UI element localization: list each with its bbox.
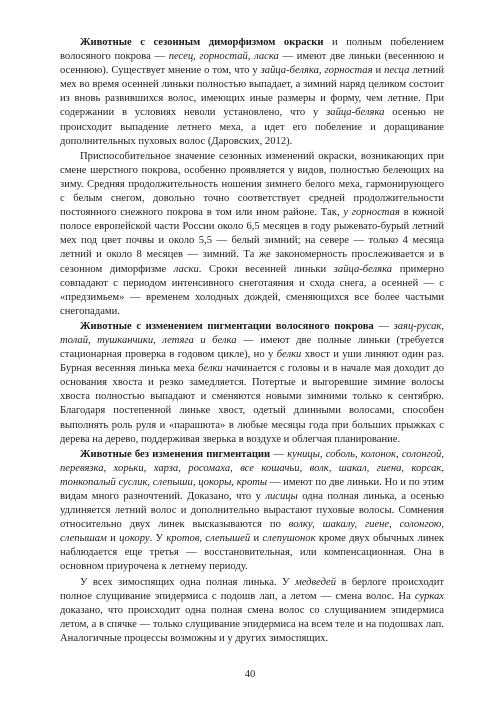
text-run: —	[373, 320, 394, 332]
italic-term-run: песец, горностай, ласка	[168, 51, 279, 63]
italic-term-run: песца	[384, 65, 410, 77]
paragraph-adaptive-significance	[60, 150, 444, 319]
text-run: осенью не происходит выпадение летнего меха, а идет его побеление и доращивание дополнительных пуховых волос (Даровских, 2012).	[60, 107, 445, 147]
text-run: хвост и уши линяют один раз. Бурная весенняя линька меха	[60, 349, 444, 375]
document-body	[60, 36, 444, 647]
text-run: —	[270, 448, 288, 460]
italic-term-run: у горностая	[343, 207, 400, 219]
italic-term-run: сурках	[414, 590, 444, 602]
italic-term-run: заяц-русак, толай, тушканчики, летяга и белка	[60, 320, 444, 346]
italic-term-run: медведей	[294, 576, 337, 588]
text-run: и	[372, 65, 385, 77]
italic-term-run: зайца-беляка	[333, 263, 393, 275]
italic-term-run: белки	[276, 349, 302, 361]
italic-term-run: белки	[198, 363, 223, 375]
italic-term-run: ласки	[173, 263, 199, 275]
bold-heading-run: Животные с сезонным диморфизмом окраски	[80, 37, 324, 48]
text-run: кроме двух обычных линек наблюдается еще третья — восстановительная, или компенсационная. Она в основном приурочена к летнему периоду.	[60, 533, 445, 573]
italic-term-run: волку, шакалу, гиене, солонгою, слепышам	[60, 519, 444, 545]
paragraph-no-pigmentation-change	[60, 448, 444, 575]
text-run: в берлоге происходит полное слущивание эпидермиса с подошв лап, а летом — смена волос. На	[60, 576, 444, 602]
text-run: начинается с головы и в начале мая доходит до основания хвоста и резко замедляется. Потертые и выгоревшие зимние волосы хвоста полностью выпадают и сменяются новыми зимними только к сентябрю. Благодаря постепенной линьке хвост, одетый длинными волосами, способен выполнять роль руля и «парашюта» в любые месяцы года при больших прыжках с дерева на дерево, поддерживая зверька в воздухе и облегчая планирование.	[60, 363, 444, 445]
text-run: летний мех во время осенней линьки полностью выпадает, а зимний наряд целиком состоит из вновь развившихся волос, имеющих иные размеры и форму, чем летние. При содержании в условиях неволи установлено, что у	[60, 65, 445, 119]
bold-heading-run: Животные без изменения пигментации	[80, 448, 271, 460]
text-run: примерно совпадают с периодом интенсивного снеготаяния и схода снега, а осенней — с «предзимьем» — временем холодных дождей, сменяющихся все более частыми снегопадами.	[60, 263, 444, 317]
text-run: и	[250, 533, 263, 545]
page-number: 40	[244, 669, 256, 680]
paragraph-seasonal-dimorphism	[60, 36, 444, 149]
text-run: — имеют две линьки (весеннюю и осеннюю). Существует мнение о том, что у	[60, 51, 444, 77]
text-run: — имеют две полные линьки (требуется стационарная проверка в годовом цикле), но у	[60, 334, 444, 361]
text-run: и	[106, 533, 120, 545]
italic-term-run: кротов, слепышей	[166, 533, 251, 545]
paragraph-hibernators	[60, 576, 444, 646]
italic-term-run: слепушонок	[262, 533, 316, 545]
italic-term-run: зайца-беляка, горностая	[260, 65, 373, 77]
italic-term-run: лисицы	[265, 491, 298, 502]
italic-term-run: зайца-беляка	[326, 107, 385, 119]
text-run: одна полная линька, а осенью удлиняется летний волос и дополнительно вырастают пуховые волосы. Сомнения относительно двух линек высказываются по	[60, 491, 444, 531]
bold-heading-run: Животные с изменением пигментации волосяного покрова	[80, 320, 374, 332]
text-run: — имеют по две линьки. Но и по этим видам много разночтений. Доказано, что у	[60, 476, 444, 502]
italic-term-run: куницы, соболь, колонок, солонгой, перевязка, хорьки, харза, росомаха, все кошачьи, волк, шакал, гиена, корсак, тонкопалый суслик, слепыши, цокоры, кроты	[60, 448, 445, 488]
italic-term-run: цокору	[119, 533, 150, 545]
text-run: Приспособительное значение сезонных изменений окраски, возникающих при смене шерстного покрова, особенно проявляется у видов, полностью белеющих на зиму. Средняя продолжительность ношения зимнего белого меха, гармонирующего с белым снегом, довольно точно соответствует средней продолжительности постоянного снежного покрова в том или ином районе. Так,	[60, 150, 444, 219]
text-run: . Сроки весенней линьки	[198, 263, 334, 275]
text-run: У всех зимоспящих одна полная линька. У	[80, 576, 295, 588]
text-run: . У	[149, 533, 167, 545]
text-run: в южной полосе европейской части России около 6,5 месяцев в году рыжевато-бурый летний мех под цвет почвы и около 5,5 — белый зимний; на севере — только 4 месяца летний и около 8 месяцев — зимний. Та же закономерность прослеживается и в сезонном диморфизме	[60, 207, 444, 275]
text-run: и полным побелением волосяного покрова —	[60, 37, 444, 63]
text-run: доказано, что происходит одна полная смена волос со слущиванием эпидермиса летом, а в спячке — только слущивание эпидермиса на всем теле и на подошвах лап. Аналогичные процессы возможны и у других зимоспящих.	[60, 604, 444, 644]
paragraph-pigmentation-change	[60, 320, 444, 447]
